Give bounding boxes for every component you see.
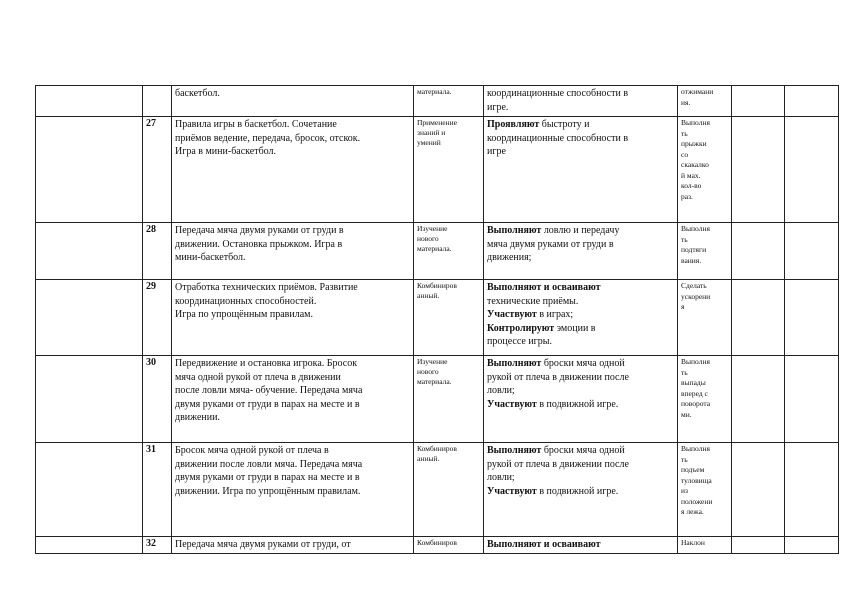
- homework-line: подъем: [681, 465, 705, 474]
- activity-text: эмоции в: [554, 322, 596, 334]
- activity-text: быстроту и: [539, 119, 590, 130]
- activity-text: технические приёмы.: [487, 295, 579, 307]
- activity-text: броски мяча одной: [541, 358, 625, 369]
- topic-line: Игра в мини-баскетбол.: [175, 146, 277, 157]
- activity-line: [487, 238, 674, 252]
- homework-line: Наклон: [681, 538, 705, 547]
- homework-line: из: [681, 486, 688, 495]
- topic-line: Правила игры в баскетбол. Сочетание: [175, 119, 337, 130]
- activity-verb: Контролируют: [487, 322, 555, 334]
- lesson-number: 29: [143, 280, 172, 356]
- homework-line: ть: [681, 367, 688, 377]
- blank-cell: [732, 356, 785, 443]
- blank-cell: [732, 443, 785, 537]
- activity-text: ловли;: [487, 472, 515, 483]
- student-activity: [484, 86, 678, 117]
- activity-text: мяча двумя руками от груди в: [487, 238, 614, 250]
- topic-line: движении. Остановка прыжком. Игра в: [175, 238, 343, 250]
- blank-cell: [785, 223, 839, 280]
- activity-verb: Выполняют: [487, 445, 542, 456]
- type-line: Комбиниров: [417, 281, 457, 290]
- activity-line: [487, 335, 674, 349]
- activity-line: [487, 251, 674, 265]
- homework-line: я лежа.: [681, 507, 704, 516]
- homework-line: ть: [681, 128, 688, 138]
- activity-text: ловли;: [487, 385, 515, 396]
- activity-line: [487, 444, 674, 458]
- activity-line: [487, 101, 674, 115]
- lesson-number: 31: [143, 443, 172, 537]
- lesson-type: [414, 537, 484, 554]
- blank-cell: [732, 280, 785, 356]
- lesson-topic: [172, 86, 414, 117]
- type-line: Применение: [417, 118, 457, 127]
- type-line: Изучение: [417, 357, 448, 366]
- activity-text: в играх;: [536, 309, 574, 320]
- type-line: нового: [417, 367, 439, 376]
- student-activity: [484, 443, 678, 537]
- lesson-number: 28: [143, 223, 172, 280]
- type-line: Изучение: [417, 224, 448, 233]
- topic-line: движении. Игра по упрощённым правилам.: [175, 485, 361, 497]
- table-row: [36, 223, 839, 280]
- activity-line: [487, 485, 674, 499]
- type-line: материала.: [417, 87, 452, 96]
- activity-line: [487, 118, 674, 132]
- student-activity: [484, 117, 678, 223]
- lesson-topic: [172, 223, 414, 280]
- homework-line: со: [681, 149, 689, 159]
- lesson-topic: [172, 356, 414, 443]
- type-line: материала.: [417, 244, 452, 253]
- homework-line: Выполня: [681, 444, 710, 453]
- lesson-topic: [172, 117, 414, 223]
- homework-line: ми.: [681, 409, 692, 419]
- homework-line: вания.: [681, 255, 702, 265]
- topic-line: баскетбол.: [175, 88, 220, 99]
- type-line: анный.: [417, 291, 440, 300]
- homework-line: я: [681, 302, 685, 311]
- activity-verb: Проявляют: [487, 119, 540, 130]
- blank-cell: [732, 223, 785, 280]
- activity-verb: Участвуют: [487, 309, 537, 320]
- homework-line: скакалко: [681, 160, 709, 169]
- activity-verb: Выполняют: [487, 358, 542, 369]
- activity-line: [487, 322, 674, 336]
- lesson-topic: [172, 280, 414, 356]
- activity-text: координационные способности в: [487, 88, 629, 99]
- activity-line: [487, 308, 674, 322]
- blank-cell: [36, 443, 143, 537]
- activity-text: координационные способности в: [487, 132, 629, 144]
- topic-line: мини-баскетбол.: [175, 252, 246, 263]
- topic-line: Передвижение и остановка игрока. Бросок: [175, 358, 358, 369]
- homework-line: ть: [681, 454, 688, 464]
- activity-line: [487, 224, 674, 238]
- topic-line: после ловли мяча- обучение. Передача мяча: [175, 385, 363, 396]
- table-row: [36, 356, 839, 443]
- lesson-number: 32: [143, 537, 172, 554]
- activity-line: [487, 357, 674, 371]
- blank-cell: [36, 537, 143, 554]
- homework-line: ия.: [681, 97, 691, 107]
- homework-cell: [678, 117, 732, 223]
- lesson-number: 27: [143, 117, 172, 223]
- activity-line: [487, 132, 674, 146]
- homework-line: положени: [681, 496, 713, 506]
- blank-cell: [785, 280, 839, 356]
- homework-line: туловища: [681, 475, 712, 485]
- topic-line: Передача мяча двумя руками от груди в: [175, 225, 344, 236]
- activity-line: [487, 87, 674, 101]
- topic-line: Отработка технических приёмов. Развитие: [175, 282, 358, 293]
- activity-line: [487, 398, 674, 412]
- table-row: [36, 443, 839, 537]
- student-activity: [484, 356, 678, 443]
- topic-line: движении после ловли мяча. Передача мяча: [175, 458, 363, 470]
- activity-verb: Участвуют: [487, 398, 537, 410]
- activity-line: [487, 371, 674, 385]
- activity-text: ловлю и передачу: [541, 225, 620, 236]
- activity-text: игре: [487, 146, 506, 157]
- activity-text: движения;: [487, 252, 532, 263]
- activity-line: [487, 538, 674, 552]
- homework-cell: [678, 537, 732, 554]
- table-row: [36, 280, 839, 356]
- activity-verb: Выполняют и осваивают: [487, 282, 601, 293]
- type-line: Комбиниров: [417, 538, 457, 547]
- homework-line: ускорени: [681, 291, 711, 301]
- lesson-type: [414, 223, 484, 280]
- blank-cell: [785, 537, 839, 554]
- type-line: нового: [417, 234, 439, 243]
- blank-cell: [36, 117, 143, 223]
- homework-line: вперед с: [681, 388, 708, 398]
- blank-cell: [36, 280, 143, 356]
- blank-cell: [785, 86, 839, 117]
- topic-line: мяча одной рукой от плеча в движении: [175, 371, 341, 383]
- homework-cell: [678, 280, 732, 356]
- homework-line: ть: [681, 234, 688, 244]
- activity-text: рукой от плеча в движении после: [487, 458, 629, 470]
- type-line: Комбиниров: [417, 444, 457, 453]
- homework-line: раз.: [681, 191, 693, 201]
- activity-line: [487, 145, 674, 159]
- blank-cell: [36, 223, 143, 280]
- topic-line: Передача мяча двумя руками от груди, от: [175, 539, 351, 550]
- type-line: знаний и: [417, 128, 446, 137]
- homework-line: й мах.: [681, 170, 701, 180]
- topic-line: двумя руками от груди в парах на месте и в: [175, 398, 360, 410]
- activity-line: [487, 471, 674, 485]
- homework-cell: [678, 356, 732, 443]
- homework-line: подтяги: [681, 245, 707, 254]
- activity-text: игре.: [487, 101, 509, 113]
- blank-cell: [732, 117, 785, 223]
- activity-text: броски мяча одной: [541, 445, 625, 456]
- lesson-plan-table: [35, 85, 839, 554]
- table-row: [36, 537, 839, 554]
- blank-cell: [732, 537, 785, 554]
- homework-cell: [678, 86, 732, 117]
- homework-line: Сделать: [681, 281, 707, 290]
- lesson-topic: [172, 443, 414, 537]
- homework-line: отжимани: [681, 87, 714, 96]
- activity-verb: Выполняют и осваивают: [487, 539, 601, 550]
- lesson-type: [414, 280, 484, 356]
- topic-line: двумя руками от груди в парах на месте и в: [175, 472, 360, 483]
- homework-line: выпады: [681, 378, 706, 387]
- student-activity: [484, 223, 678, 280]
- lesson-topic: [172, 537, 414, 554]
- topic-line: движении.: [175, 412, 220, 423]
- blank-cell: [732, 86, 785, 117]
- topic-line: координационных способностей.: [175, 295, 317, 307]
- activity-line: [487, 458, 674, 472]
- topic-line: Бросок мяча одной рукой от плеча в: [175, 445, 329, 456]
- lesson-type: [414, 86, 484, 117]
- homework-line: прыжки: [681, 139, 707, 148]
- homework-cell: [678, 443, 732, 537]
- blank-cell: [36, 86, 143, 117]
- activity-text: рукой от плеча в движении после: [487, 371, 629, 383]
- homework-line: Выполня: [681, 224, 710, 233]
- lesson-number: 30: [143, 356, 172, 443]
- activity-line: [487, 295, 674, 309]
- activity-text: процессе игры.: [487, 336, 552, 347]
- lesson-plan-body: [36, 86, 839, 554]
- blank-cell: [785, 356, 839, 443]
- activity-line: [487, 281, 674, 295]
- table-row: [36, 86, 839, 117]
- homework-line: кол-во: [681, 181, 702, 190]
- lesson-type: [414, 117, 484, 223]
- blank-cell: [785, 443, 839, 537]
- homework-line: Выполня: [681, 357, 710, 366]
- activity-verb: Выполняют: [487, 225, 542, 236]
- activity-text: в подвижной игре.: [536, 398, 619, 410]
- activity-line: [487, 384, 674, 398]
- activity-text: в подвижной игре.: [536, 485, 619, 497]
- lesson-type: [414, 356, 484, 443]
- student-activity: [484, 280, 678, 356]
- homework-cell: [678, 223, 732, 280]
- homework-line: поворота: [681, 399, 711, 408]
- type-line: анный.: [417, 454, 440, 463]
- activity-verb: Участвуют: [487, 485, 537, 497]
- type-line: материала.: [417, 377, 452, 386]
- topic-line: Игра по упрощённым правилам.: [175, 309, 313, 320]
- student-activity: [484, 537, 678, 554]
- type-line: умений: [417, 138, 441, 147]
- table-row: [36, 117, 839, 223]
- lesson-number: [143, 86, 172, 117]
- blank-cell: [785, 117, 839, 223]
- blank-cell: [36, 356, 143, 443]
- topic-line: приёмов ведение, передача, бросок, отскок.: [175, 132, 361, 144]
- homework-line: Выполня: [681, 118, 710, 127]
- lesson-type: [414, 443, 484, 537]
